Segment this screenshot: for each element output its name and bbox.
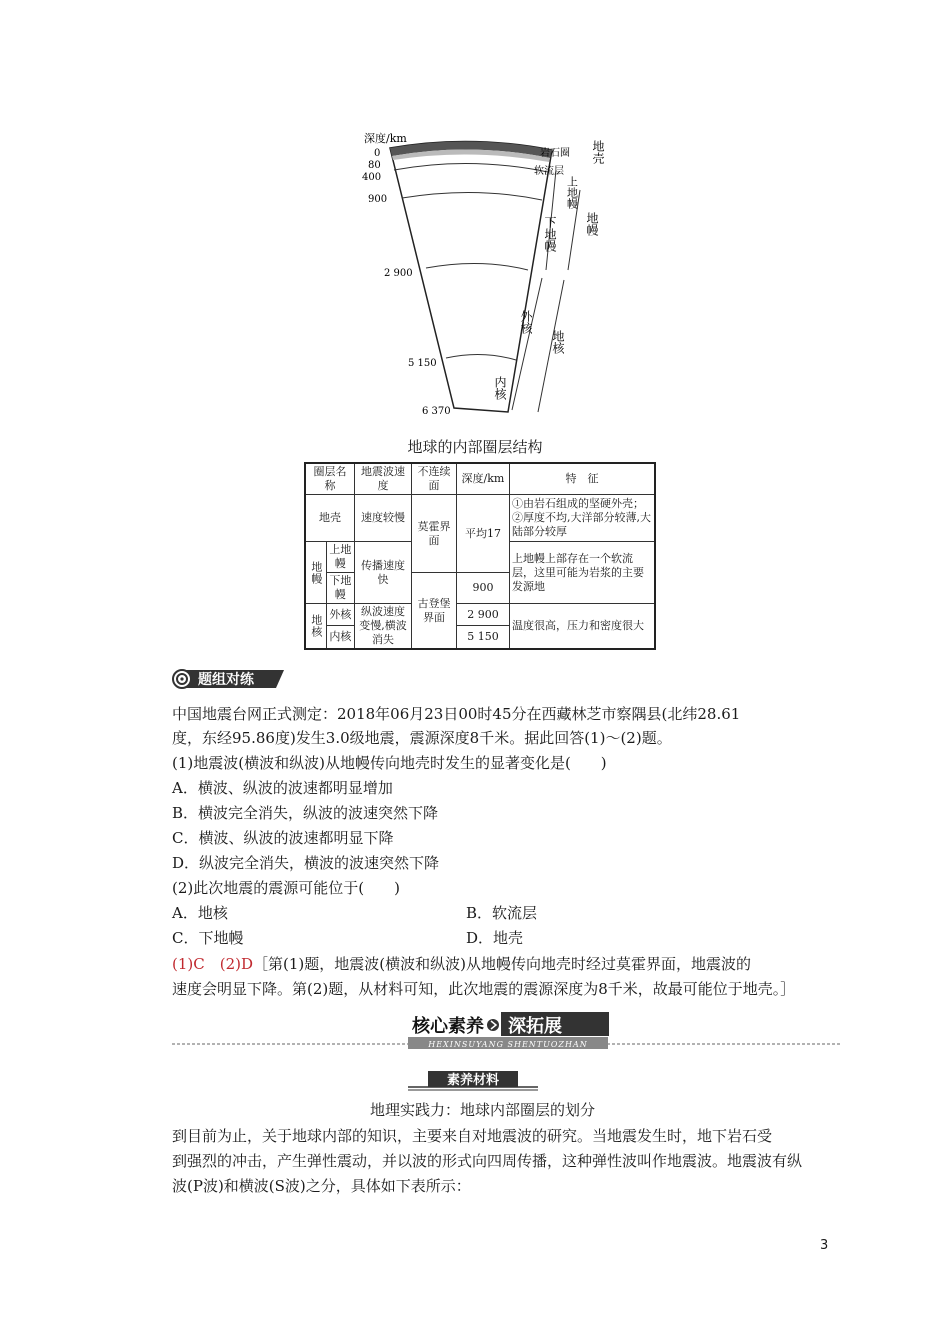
label-core: 地核 <box>551 330 565 354</box>
question-2: (2)此次地震的震源可能位于( ) <box>172 879 400 897</box>
outer-core: 外核 <box>326 604 354 626</box>
label-inner-core: 内核 <box>493 376 507 400</box>
core-feature: 温度很高，压力和密度很大 <box>509 604 655 650</box>
label-lower-mantle: 下地幔 <box>543 216 557 252</box>
q2-option-d: D．地壳 <box>466 929 524 947</box>
subheading-label: 素养材料 <box>446 1073 500 1088</box>
header-feature: 特 征 <box>509 463 655 495</box>
banner-pinyin: HEXINSUYANG SHENTUOZHAN <box>428 1040 588 1049</box>
label-crust: 地壳 <box>591 140 605 164</box>
answer-explanation: ［第(1)题，地震波(横波和纵波)从地幔传向地壳时经过莫霍界面，地震波的 <box>253 955 751 973</box>
q1-option-d: D．纵波完全消失，横波的波速突然下降 <box>172 854 440 872</box>
section-badge-label: 题组对练 <box>198 672 254 688</box>
header-depth: 深度/km <box>456 463 509 495</box>
crust-speed: 速度较慢 <box>354 495 411 542</box>
label-upper-mantle: 上地幔 <box>565 176 579 209</box>
q1-option-a: A．横波、纵波的波速都明显增加 <box>172 779 393 797</box>
mantle-name: 地幔 <box>305 542 326 604</box>
material-para-line-2: 到强烈的冲击，产生弹性震动，并以波的形式向四周传播，这种弹性波叫作地震波。地震波有纵 <box>172 1152 803 1170</box>
answer-label: (1)C (2)D <box>172 955 253 973</box>
depth-title: 深度/km <box>364 132 407 145</box>
q2-option-b: B．软流层 <box>466 904 538 922</box>
moho-boundary: 莫霍界面 <box>411 495 456 573</box>
depth-5150: 5 150 <box>408 358 437 369</box>
answer-line-1 <box>172 952 751 977</box>
material-para-line-1: 到目前为止，关于地球内部的知识，主要来自对地震波的研究。当地震发生时，地下岩石受 <box>172 1127 773 1145</box>
lower-mantle: 下地幔 <box>326 573 354 604</box>
q2-option-c: C．下地幔 <box>172 929 244 947</box>
question-1: (1)地震波(横波和纵波)从地幔传向地壳时发生的显著变化是( ) <box>172 754 607 772</box>
depth-5150: 5 150 <box>456 626 509 649</box>
crust-name: 地壳 <box>305 495 354 542</box>
depth-6370: 6 370 <box>422 406 451 417</box>
header-layer-name: 圈层名称 <box>305 463 354 495</box>
depth-0: 0 <box>374 148 381 159</box>
intro-line-1: 中国地震台网正式测定：2018年06月23日00时45分在西藏林芝市察隅县(北纬28.61 <box>172 705 741 723</box>
q1-option-b: B．横波完全消失，纵波的波速突然下降 <box>172 804 439 822</box>
earth-interior-diagram <box>330 120 630 440</box>
crust-feature: ①由岩石组成的坚硬外壳；②厚度不均,大洋部分较薄,大陆部分较厚 <box>509 495 655 542</box>
core-name: 地核 <box>305 604 326 650</box>
mantle-speed: 传播速度快 <box>354 542 411 604</box>
section-badge <box>172 668 288 690</box>
core-literacy-banner <box>172 1012 840 1054</box>
page-number: 3 <box>820 1238 829 1253</box>
depth-2900: 2 900 <box>456 604 509 626</box>
depth-400: 400 <box>362 172 382 183</box>
inner-core: 内核 <box>326 626 354 649</box>
material-para-line-3: 波(P波)和横波(S波)之分，具体如下表所示： <box>172 1177 471 1195</box>
header-speed: 地震波速度 <box>354 463 411 495</box>
label-mantle: 地幔 <box>585 212 599 236</box>
material-title: 地理实践力：地球内部圈层的划分 <box>370 1101 596 1119</box>
depth-900: 900 <box>368 194 388 205</box>
label-asthenosphere: 软流层 <box>534 166 564 177</box>
mantle-feature: 上地幔上部存在一个软流层，这里可能为岩浆的主要发源地 <box>509 542 655 604</box>
answer-line-2: 速度会明显下降。第(2)题，从材料可知，此次地震的震源深度为8千米，故最可能位于地壳。］ <box>172 980 796 998</box>
depth-900: 900 <box>456 573 509 604</box>
gutenberg-boundary: 古登堡界面 <box>411 573 456 650</box>
depth-17: 平均17 <box>456 495 509 573</box>
q1-option-c: C．横波、纵波的波速都明显下降 <box>172 829 394 847</box>
upper-mantle: 上地幔 <box>326 542 354 573</box>
intro-line-2: 度，东经95.86度)发生3.0级地震，震源深度8千米。据此回答(1)～(2)题。 <box>172 729 672 747</box>
label-lithosphere: 岩石圈 <box>540 148 570 159</box>
diagram-caption: 地球的内部圈层结构 <box>407 438 543 456</box>
layer-table <box>304 462 656 650</box>
table-row <box>305 604 655 626</box>
banner-left: 核心素养 <box>412 1016 484 1037</box>
depth-80: 80 <box>368 160 381 171</box>
q2-option-a: A．地核 <box>172 904 228 922</box>
banner-right: 深拓展 <box>508 1016 562 1037</box>
label-outer-core: 外核 <box>519 310 533 334</box>
core-speed: 纵波速度变慢,横波消失 <box>354 604 411 650</box>
material-subheading <box>408 1070 538 1092</box>
table-row <box>305 495 655 542</box>
depth-2900: 2 900 <box>384 268 413 279</box>
table-header-row <box>305 463 655 495</box>
header-discontinuity: 不连续面 <box>411 463 456 495</box>
